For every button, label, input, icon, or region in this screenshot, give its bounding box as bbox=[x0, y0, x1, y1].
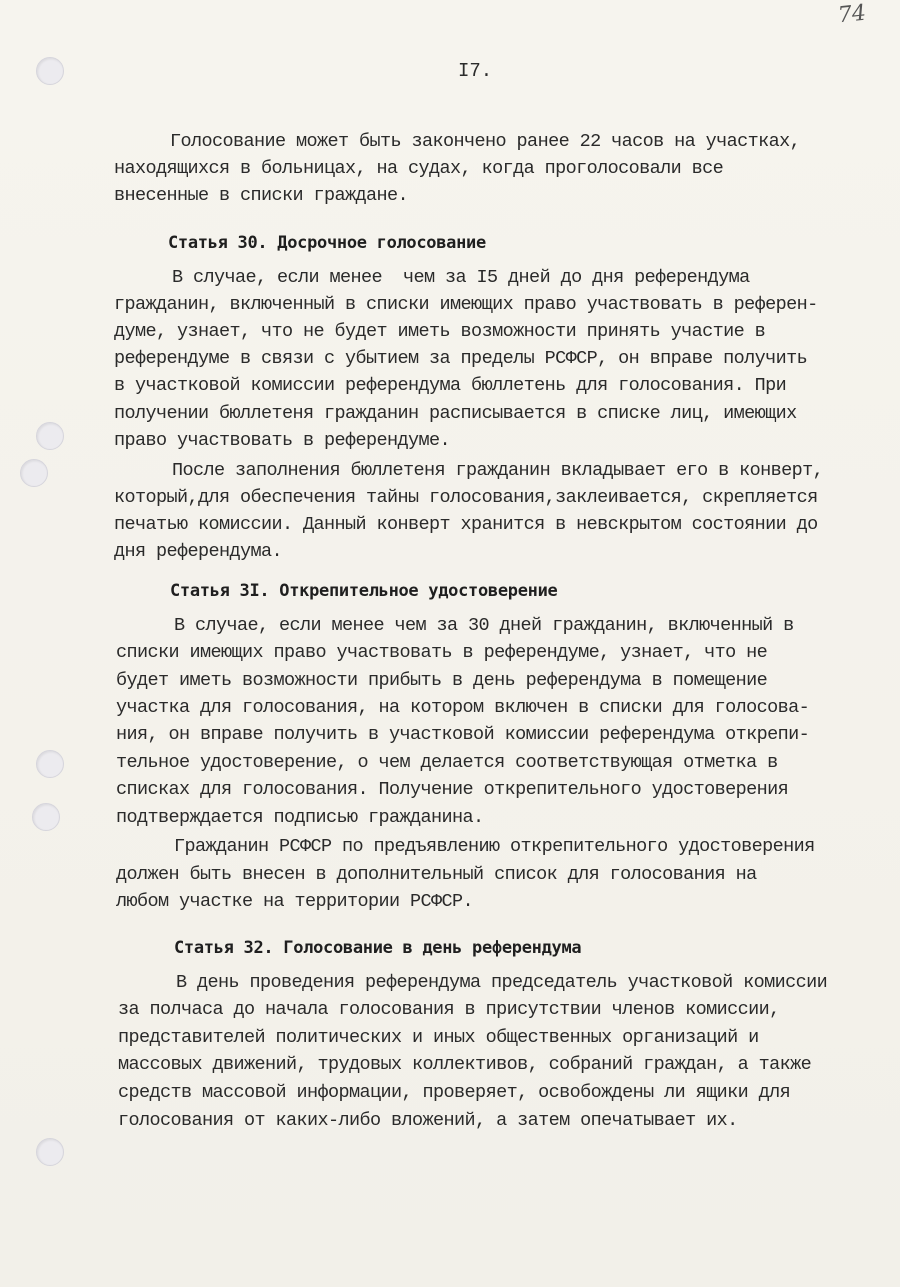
text-line: представителей политических и иных общественных организаций и bbox=[118, 1027, 759, 1048]
archive-sheet-number: 74 bbox=[836, 0, 868, 29]
text-line: в участковой комиссии референдума бюллетень для голосования. При bbox=[114, 375, 787, 396]
text-line: должен быть внесен в дополнительный список для голосования на bbox=[116, 864, 757, 885]
page-number: I7. bbox=[458, 60, 493, 82]
text-line: В случае, если менее чем за 30 дней гражданин, включенный в bbox=[174, 615, 794, 636]
text-line: В случае, если менее чем за I5 дней до дня референдума bbox=[172, 267, 750, 288]
text-line: списки имеющих право участвовать в референдуме, узнает, что не bbox=[116, 642, 768, 663]
text-line: Гражданин РСФСР по предъявлению открепительного удостоверения bbox=[174, 836, 815, 857]
text-line: массовых движений, трудовых коллективов, собраний граждан, а также bbox=[118, 1054, 812, 1075]
text-line: средств массовой информации, проверяет, освобождены ли ящики для bbox=[118, 1082, 791, 1103]
text-line: Голосование может быть закончено ранее 22 часов на участках, bbox=[170, 131, 801, 152]
punch-hole bbox=[36, 422, 64, 450]
text-line: который,для обеспечения тайны голосования,заклеивается, скрепляется bbox=[114, 487, 818, 508]
text-line: участка для голосования, на котором включен в списки для голосова- bbox=[116, 697, 810, 718]
text-line: будет иметь возможности прибыть в день референдума в помещение bbox=[116, 670, 768, 691]
text-line: гражданин, включенный в списки имеющих право участвовать в референ- bbox=[114, 294, 818, 315]
punch-hole bbox=[36, 57, 64, 85]
text-line: списках для голосования. Получение открепительного удостоверения bbox=[116, 779, 789, 800]
text-line: находящихся в больницах, на судах, когда проголосовали все bbox=[114, 158, 724, 179]
text-line: подтверждается подписью гражданина. bbox=[116, 807, 484, 828]
punch-hole bbox=[36, 750, 64, 778]
text-line: думе, узнает, что не будет иметь возможности принять участие в bbox=[114, 321, 766, 342]
text-line: дня референдума. bbox=[114, 541, 283, 562]
punch-hole bbox=[20, 459, 48, 487]
text-line: ния, он вправе получить в участковой комиссии референдума открепи- bbox=[116, 724, 810, 745]
article-30-heading: Статья 30. Досрочное голосование bbox=[168, 233, 486, 253]
text-line: голосования от каких-либо вложений, а затем опечатывает их. bbox=[118, 1110, 738, 1131]
text-line: В день проведения референдума председатель участковой комиссии bbox=[176, 972, 828, 993]
punch-hole bbox=[32, 803, 60, 831]
punch-hole bbox=[36, 1138, 64, 1166]
text-line: тельное удостоверение, о чем делается соответствующая отметка в bbox=[116, 752, 778, 773]
article-32-heading: Статья 32. Голосование в день референдума bbox=[174, 938, 582, 958]
text-line: любом участке на территории РСФСР. bbox=[116, 891, 474, 912]
text-line: право участвовать в референдуме. bbox=[114, 430, 451, 451]
text-line: После заполнения бюллетеня гражданин вкладывает его в конверт, bbox=[172, 460, 824, 481]
text-line: за полчаса до начала голосования в присутствии членов комиссии, bbox=[118, 999, 780, 1020]
text-line: печатью комиссии. Данный конверт хранится в невскрытом состоянии до bbox=[114, 514, 818, 535]
text-line: внесенные в списки граждане. bbox=[114, 185, 409, 206]
article-31-heading: Статья 3I. Открепительное удостоверение bbox=[170, 581, 558, 601]
text-line: получении бюллетеня гражданин расписывается в списке лиц, имеющих bbox=[114, 403, 797, 424]
text-line: референдуме в связи с убытием за пределы РСФСР, он вправе получить bbox=[114, 348, 808, 369]
